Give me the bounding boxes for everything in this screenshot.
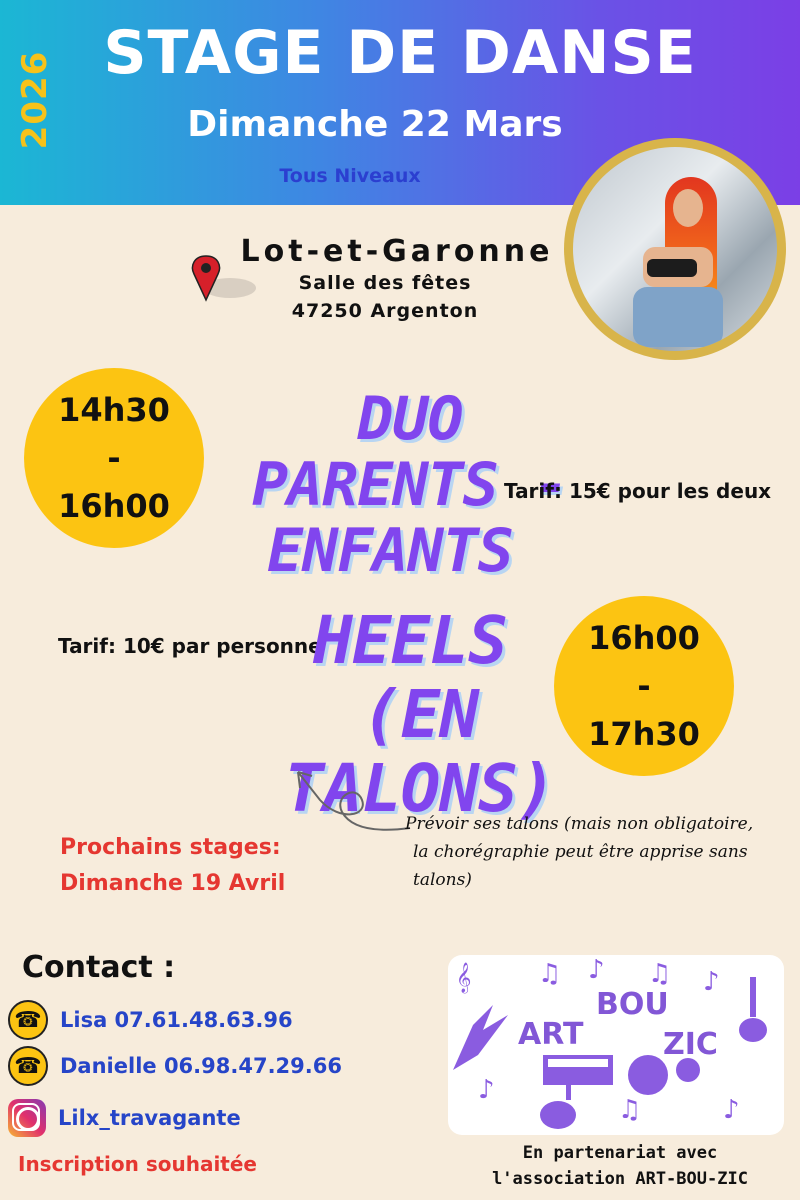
session-2-price: Tarif: 10€ par personne (58, 634, 322, 658)
logo-line2-art: ART (518, 1017, 584, 1052)
session-2-title-line2: (EN TALONS) (284, 676, 556, 827)
instagram-icon (8, 1099, 46, 1137)
phone-icon: ☎ (8, 1046, 48, 1086)
next-stages-date: Dimanche 19 Avril (60, 871, 286, 896)
contact-title: Contact : (22, 950, 176, 985)
session-1-title-line2: ENFANTS (267, 516, 513, 586)
logo-line2-zic: ZIC (663, 1027, 718, 1062)
session-2-time-badge (554, 596, 734, 776)
level-label: Tous Niveaux (279, 165, 421, 187)
session-1-start-time: 14h30 (58, 391, 170, 429)
bass-guitar-icon (728, 975, 778, 1045)
contact-danielle[interactable]: Danielle 06.98.47.29.66 (60, 1054, 342, 1078)
heels-note (405, 810, 785, 894)
session-2-title-line1: HEELS (313, 602, 507, 679)
next-stages (60, 830, 360, 902)
session-2-separator: - (637, 667, 651, 705)
partner-logo: 𝄞 ♫ ♪ ♫ ♪ ♪ ♫ ♪ BOU ART ZIC (448, 955, 784, 1135)
session-2-start-time: 16h00 (588, 619, 700, 657)
phone-icon: ☎ (8, 1000, 48, 1040)
heels-note-line2: la chorégraphie peut être apprise sans talons) (413, 842, 748, 890)
session-1-end-time: 16h00 (58, 487, 170, 525)
page-title: STAGE DE DANSE (103, 18, 697, 88)
dancer-photo (573, 147, 777, 351)
contact-row-danielle[interactable] (8, 1046, 342, 1086)
next-stages-label: Prochains stages: (60, 835, 281, 860)
location-region: Lot-et-Garonne (240, 234, 554, 269)
partner-caption (470, 1140, 770, 1192)
location-address: 47250 Argenton (291, 300, 479, 322)
event-date: Dimanche 22 Mars (187, 104, 563, 145)
logo-line1: BOU (596, 987, 669, 1022)
session-1-price: Tarif: 15€ pour les deux (504, 479, 772, 503)
year-label: 2026 (15, 50, 55, 150)
partner-caption-line1: En partenariat avec (522, 1143, 718, 1163)
partner-caption-line2: l'association ART-BOU-ZIC (492, 1169, 748, 1189)
contact-row-lisa[interactable] (8, 1000, 293, 1040)
contact-instagram[interactable]: Lilx_travagante (58, 1106, 241, 1130)
dancer-photo-frame (564, 138, 786, 360)
location-venue: Salle des fêtes (298, 272, 472, 294)
contact-row-instagram[interactable] (8, 1098, 241, 1138)
inscription-note: Inscription souhaitée (18, 1152, 257, 1176)
contact-lisa[interactable]: Lisa 07.61.48.63.96 (60, 1008, 293, 1032)
session-1-time-badge (24, 368, 204, 548)
heels-note-line1: Prévoir ses talons (mais non obligatoire, (405, 814, 754, 834)
guitar-icon (448, 985, 518, 1075)
session-1-title-line1: DUO PARENTS - (251, 384, 569, 520)
session-1-separator: - (107, 439, 121, 477)
session-2-end-time: 17h30 (588, 715, 700, 753)
